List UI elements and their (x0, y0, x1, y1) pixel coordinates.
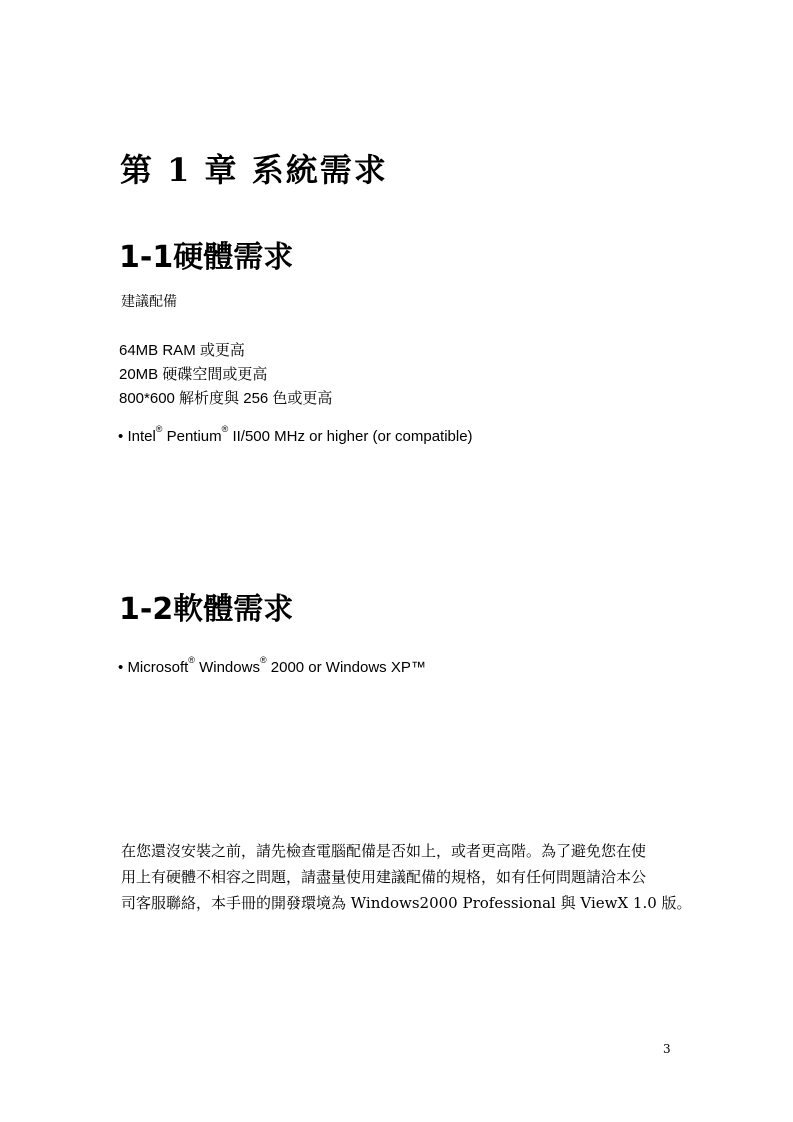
bullet-text: Microsoft® Windows® 2000 or Windows XP™ (127, 655, 426, 676)
section-title: 硬體需求 (173, 240, 294, 275)
paragraph-line: 司客服聯絡，本手冊的開發環境為 Windows2000 Professional 與 ViewX 1.0 版。 (121, 894, 692, 912)
section-heading-hardware (119, 232, 293, 276)
section-number: 1-1 (119, 240, 174, 275)
install-note-paragraph (121, 838, 692, 916)
section-heading-software (119, 584, 293, 628)
section-number: 1-2 (119, 592, 174, 627)
section-title: 軟體需求 (173, 592, 294, 627)
recommended-config-label: 建議配備 (121, 294, 177, 310)
bullet-icon: • (118, 428, 124, 445)
page-number: 3 (663, 1042, 671, 1056)
paragraph-line: 用上有硬體不相容之問題，請盡量使用建議配備的規格，如有任何問題請洽本公 (121, 868, 647, 886)
bullet-item-os (118, 655, 426, 676)
bullet-item-cpu (118, 424, 473, 445)
bullet-text: Intel® Pentium® II/500 MHz or higher (or compatible) (127, 424, 473, 445)
chapter-title: 第 1 章 系統需求 (120, 151, 388, 189)
paragraph-line: 在您還沒安裝之前，請先檢查電腦配備是否如上，或者更高階。為了避免您在使 (121, 842, 647, 860)
requirement-disk: 20MB 硬碟空間或更高 (119, 366, 268, 383)
bullet-icon: • (118, 659, 124, 676)
requirement-ram: 64MB RAM 或更高 (119, 342, 245, 359)
requirement-display: 800*600 解析度與 256 色或更高 (119, 390, 333, 407)
